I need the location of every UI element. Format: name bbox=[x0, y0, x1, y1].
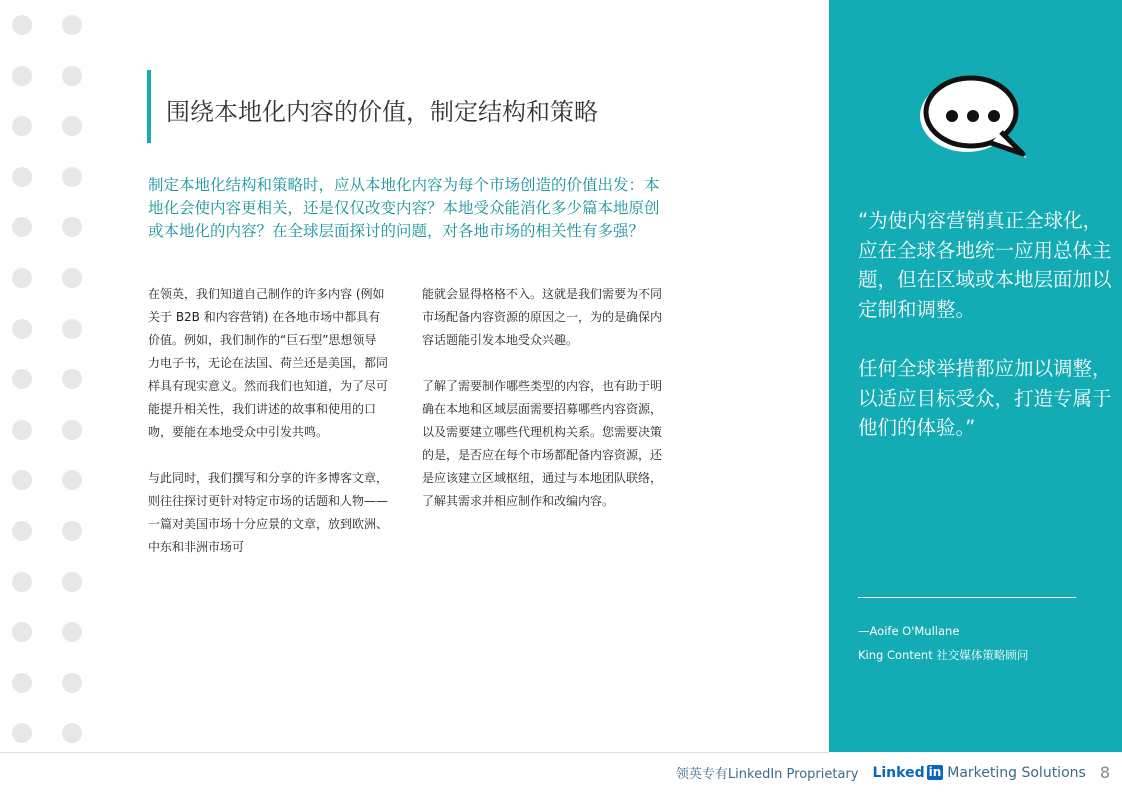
dot bbox=[12, 15, 32, 35]
body-paragraph: 与此同时，我们撰写和分享的许多博客文章，则往往探讨更针对特定市场的话题和人物——一篇对美国市场十分应景的文章，放到欧洲、中东和非洲市场可 bbox=[148, 471, 389, 554]
dot bbox=[62, 622, 82, 642]
title-accent-bar bbox=[147, 70, 151, 143]
dot bbox=[62, 116, 82, 136]
dot bbox=[12, 470, 32, 490]
footer bbox=[676, 763, 1110, 782]
body-column-1 bbox=[148, 283, 388, 582]
dot bbox=[62, 369, 82, 389]
divider bbox=[858, 597, 1076, 598]
dot bbox=[12, 723, 32, 743]
dot bbox=[62, 15, 82, 35]
dot bbox=[12, 572, 32, 592]
page-number: 8 bbox=[1099, 763, 1110, 782]
dot bbox=[62, 470, 82, 490]
quote-paragraph: 任何全球举措都应加以调整，以适应目标受众，打造专属于他们的体验。” bbox=[858, 357, 1112, 439]
body-paragraph: 了解了需要制作哪些类型的内容，也有助于明确在本地和区域层面需要招募哪些内容资源，以及需要建立哪些代理机构关系。您需要决策的是，是否应在每个市场都配备内容资源，还是应该建立区域枢纽，通过与本地团队联络，了解其需求并相应制作和改编内容。 bbox=[422, 379, 663, 508]
attribution-role: King Content 社交媒体策略顾问 bbox=[858, 648, 1029, 662]
dot bbox=[12, 268, 32, 288]
dot bbox=[62, 673, 82, 693]
dot bbox=[62, 319, 82, 339]
dot bbox=[62, 268, 82, 288]
dot bbox=[12, 521, 32, 541]
dot bbox=[12, 217, 32, 237]
quote-paragraph: “为使内容营销真正全球化，应在全球各地统一应用总体主题，但在区域或本地层面加以定制和调整。 bbox=[858, 209, 1112, 321]
dot bbox=[62, 420, 82, 440]
dot bbox=[12, 319, 32, 339]
dot bbox=[62, 217, 82, 237]
dot bbox=[62, 723, 82, 743]
decorative-dots bbox=[12, 15, 82, 743]
attribution-name: —Aoife O'Mullane bbox=[858, 624, 960, 638]
dot bbox=[12, 420, 32, 440]
footer-divider bbox=[0, 752, 829, 753]
dot bbox=[62, 521, 82, 541]
body-paragraph: 在领英，我们知道自己制作的许多内容 (例如关于 B2B 和内容营销) 在各地市场中都具有价值。例如，我们制作的“巨石型”思想领导力电子书，无论在法国、荷兰还是美国，都同样具有现实意义。然而我们也知道，为了尽可能提升相关性，我们讲述的故事和使用的口吻，要能在本地受众中引发共鸣。 bbox=[148, 287, 389, 439]
dot bbox=[12, 622, 32, 642]
dot bbox=[62, 66, 82, 86]
body-column-2 bbox=[422, 283, 662, 536]
dot bbox=[62, 167, 82, 187]
page-title: 围绕本地化内容的价值，制定结构和策略 bbox=[166, 98, 598, 126]
pull-quote bbox=[858, 206, 1113, 473]
linkedin-logo: Linked in Marketing Solutions bbox=[872, 764, 1086, 781]
dot bbox=[12, 673, 32, 693]
proprietary-label: 领英专有LinkedIn Proprietary bbox=[675, 767, 859, 782]
dot bbox=[12, 167, 32, 187]
dot bbox=[12, 116, 32, 136]
dot bbox=[12, 369, 32, 389]
attribution bbox=[858, 619, 1028, 667]
speech-bubble-icon bbox=[915, 70, 1035, 165]
body-paragraph: 能就会显得格格不入。这就是我们需要为不同市场配备内容资源的原因之一，为的是确保内容话题能引发本地受众兴趣。 bbox=[422, 287, 663, 347]
dot bbox=[62, 572, 82, 592]
dot bbox=[12, 66, 32, 86]
lead-paragraph: 制定本地化结构和策略时，应从本地化内容为每个市场创造的价值出发：本地化会使内容更相关，还是仅仅改变内容？本地受众能消化多少篇本地原创或本地化的内容？在全球层面探讨的问题，对各地市场的相关性有多强？ bbox=[148, 176, 660, 240]
